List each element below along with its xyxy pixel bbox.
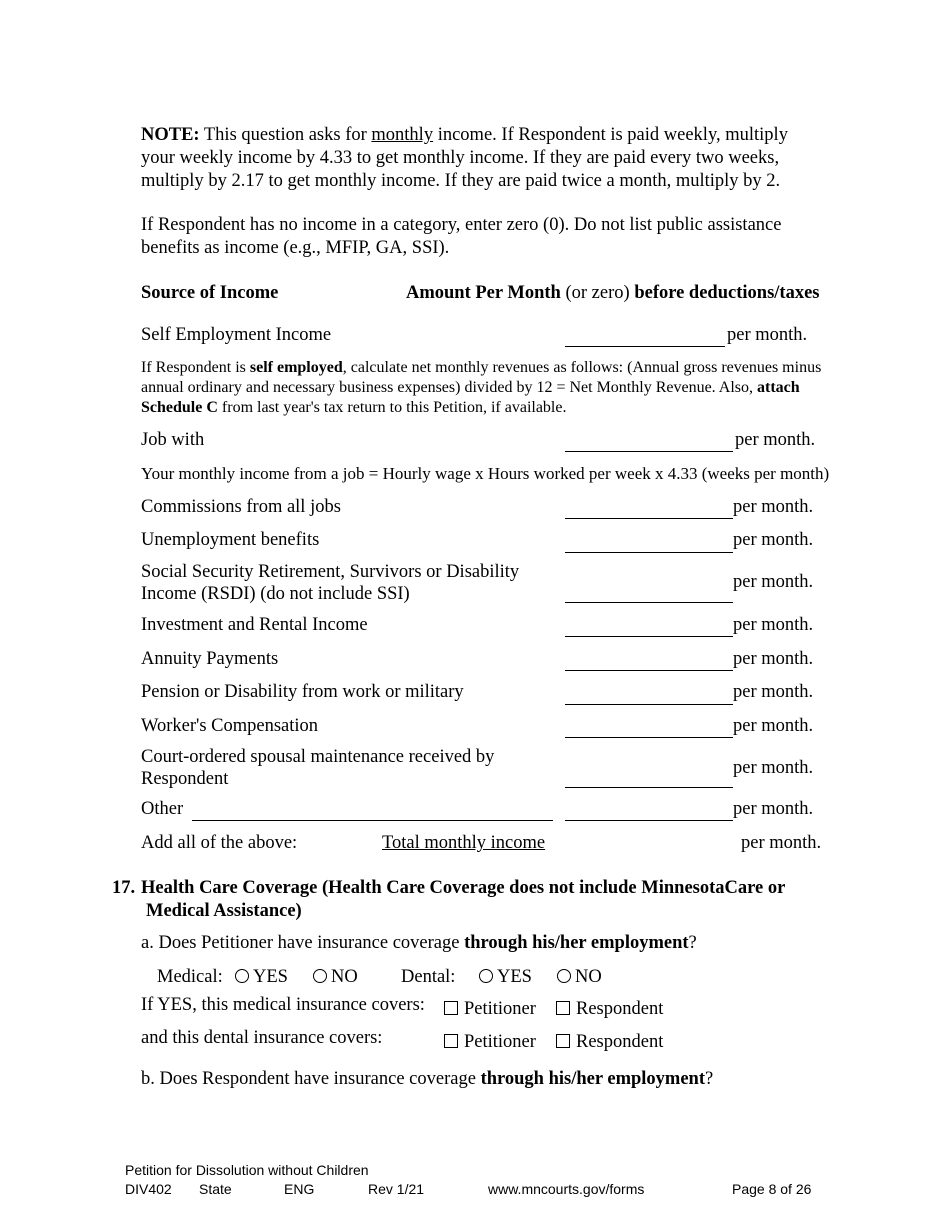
workers-comp-label: Worker's Compensation — [141, 716, 319, 736]
dental-petitioner-checkbox[interactable]: Petitioner — [444, 1031, 536, 1054]
other-label: Other — [141, 799, 184, 819]
per-month-label: per month. — [733, 758, 814, 778]
investment-label: Investment and Rental Income — [141, 615, 368, 635]
footer-url[interactable]: www.mncourts.gov/forms — [488, 1181, 645, 1197]
annuity-label: Annuity Payments — [141, 649, 279, 669]
dental-respondent-checkbox[interactable]: Respondent — [556, 1031, 663, 1054]
add-all-label: Add all of the above: — [141, 833, 298, 853]
annuity-input[interactable] — [565, 670, 733, 671]
radio-icon[interactable] — [235, 969, 249, 983]
question-b: b. Does Respondent have insurance coverage through his/her employment? — [141, 1069, 714, 1089]
self-note-line-3: Schedule C from last year's tax return to this Petition, if available. — [141, 399, 567, 416]
per-month-label: per month. — [727, 325, 808, 345]
job-with-label: Job with — [141, 430, 205, 450]
spousal-input[interactable] — [565, 787, 733, 788]
question-a: a. Does Petitioner have insurance coverage through his/her employment? — [141, 933, 697, 953]
other-amount-input[interactable] — [565, 820, 733, 821]
medical-respondent-checkbox[interactable]: Respondent — [556, 998, 663, 1021]
unemployment-input[interactable] — [565, 552, 733, 553]
pension-label: Pension or Disability from work or military — [141, 682, 464, 702]
per-month-label: per month. — [733, 649, 814, 669]
section-title-line-1: Health Care Coverage (Health Care Coverage does not include MinnesotaCare or — [141, 878, 786, 898]
commissions-input[interactable] — [565, 518, 733, 519]
zero-note-line-1: If Respondent has no income in a category, enter zero (0). Do not list public assistance — [141, 215, 782, 235]
section-number: 17. — [112, 878, 136, 898]
investment-input[interactable] — [565, 636, 733, 637]
rsdi-label-line-1: Social Security Retirement, Survivors or Disability — [141, 562, 520, 582]
note-line-3: multiply by 2.17 to get monthly income. If they are paid twice a month, multiply by 2. — [141, 171, 781, 191]
per-month-label: per month. — [741, 833, 822, 853]
checkbox-icon[interactable] — [444, 1001, 458, 1015]
self-employment-label: Self Employment Income — [141, 325, 332, 345]
footer-page-number: Page 8 of 26 — [732, 1181, 812, 1197]
radio-icon[interactable] — [557, 969, 571, 983]
footer-state: State — [199, 1181, 232, 1197]
job-formula: Your monthly income from a job = Hourly wage x Hours worked per week x 4.33 (weeks per month) — [141, 464, 830, 483]
per-month-label: per month. — [733, 682, 814, 702]
dental-label: Dental: — [401, 967, 456, 987]
self-note-line-1: If Respondent is self employed, calculate net monthly revenues as follows: (Annual gross revenues minus — [141, 359, 822, 376]
dental-covers-label: and this dental insurance covers: — [141, 1028, 383, 1048]
workers-comp-input[interactable] — [565, 737, 733, 738]
medical-no-option[interactable]: NO — [313, 966, 358, 989]
radio-icon[interactable] — [479, 969, 493, 983]
medical-label: Medical: — [157, 967, 223, 987]
per-month-label: per month. — [733, 530, 814, 550]
rsdi-input[interactable] — [565, 602, 733, 603]
note-line-2: your weekly income by 4.33 to get monthly income. If they are paid every two weeks, — [141, 148, 780, 168]
checkbox-icon[interactable] — [556, 1001, 570, 1015]
zero-note-line-2: benefits as income (e.g., MFIP, GA, SSI). — [141, 238, 450, 258]
checkbox-icon[interactable] — [444, 1034, 458, 1048]
per-month-label: per month. — [733, 615, 814, 635]
radio-icon[interactable] — [313, 969, 327, 983]
footer-form-number: DIV402 — [125, 1181, 172, 1197]
per-month-label: per month. — [735, 430, 816, 450]
spousal-label-line-2: Respondent — [141, 769, 229, 789]
total-income-label: Total monthly income — [382, 833, 546, 853]
dental-yes-option[interactable]: YES — [479, 966, 532, 989]
dental-no-option[interactable]: NO — [557, 966, 602, 989]
footer-title: Petition for Dissolution without Children — [125, 1162, 369, 1178]
per-month-label: per month. — [733, 716, 814, 736]
self-note-line-2: annual ordinary and necessary business expenses) divided by 12 = Net Monthly Revenue. Also, attach — [141, 379, 800, 396]
medical-yes-option[interactable]: YES — [235, 966, 288, 989]
note-line-1: NOTE: This question asks for monthly income. If Respondent is paid weekly, multiply — [141, 125, 788, 145]
pension-input[interactable] — [565, 704, 733, 705]
unemployment-label: Unemployment benefits — [141, 530, 320, 550]
footer-revision: Rev 1/21 — [368, 1181, 425, 1197]
per-month-label: per month. — [733, 799, 814, 819]
rsdi-label-line-2: Income (RSDI) (do not include SSI) — [141, 584, 410, 604]
amount-header: Amount Per Month (or zero) before deductions/taxes — [406, 283, 820, 303]
footer-language: ENG — [284, 1181, 315, 1197]
spousal-label-line-1: Court-ordered spousal maintenance received by — [141, 747, 495, 767]
medical-covers-label: If YES, this medical insurance covers: — [141, 995, 425, 1015]
per-month-label: per month. — [733, 572, 814, 592]
job-with-input[interactable] — [565, 451, 733, 452]
section-title-line-2: Medical Assistance) — [146, 901, 302, 921]
per-month-label: per month. — [733, 497, 814, 517]
source-header: Source of Income — [141, 283, 279, 303]
medical-petitioner-checkbox[interactable]: Petitioner — [444, 998, 536, 1021]
checkbox-icon[interactable] — [556, 1034, 570, 1048]
self-employment-input[interactable] — [565, 346, 725, 347]
commissions-label: Commissions from all jobs — [141, 497, 341, 517]
other-description-input[interactable] — [192, 820, 553, 821]
